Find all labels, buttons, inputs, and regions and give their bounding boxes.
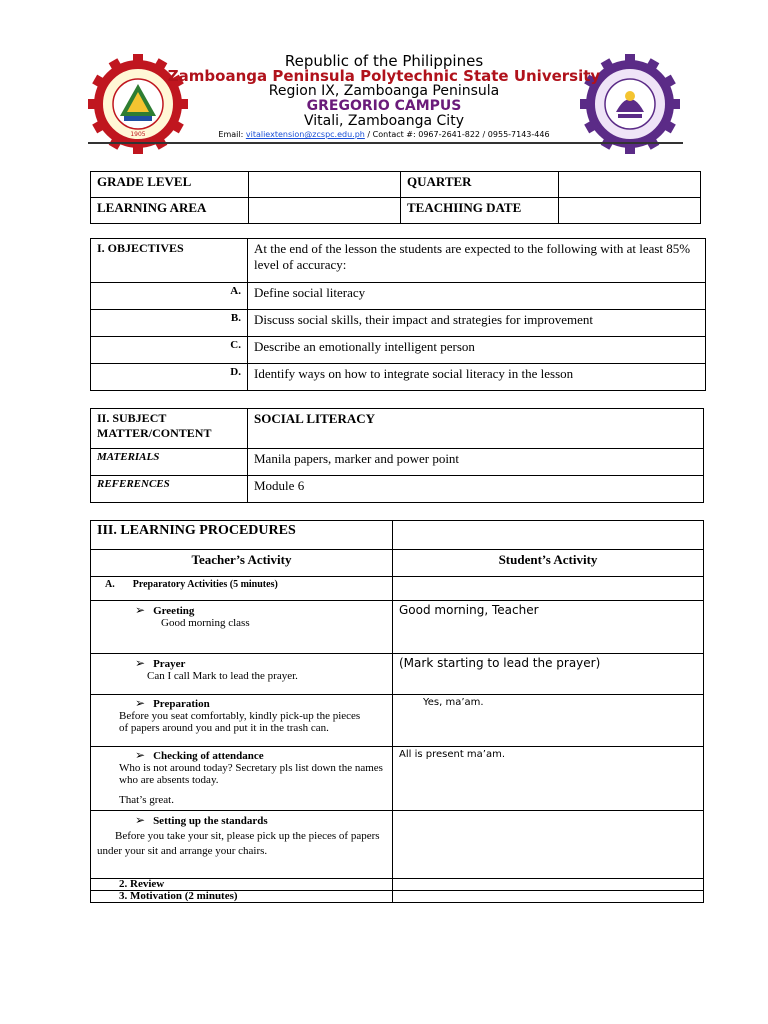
republic-line: Republic of the Philippines <box>284 52 484 70</box>
learning-area-label: LEARNING AREA <box>91 198 249 224</box>
motivation-row: 3. Motivation (2 minutes) <box>91 891 393 903</box>
teacher-activity-header: Teacher’s Activity <box>91 550 393 577</box>
preparatory-activities-row <box>91 577 393 601</box>
email-label: Email: <box>218 130 246 139</box>
email-link[interactable]: vitaliextension@zcspc.edu.ph <box>245 130 365 139</box>
subject-title: SOCIAL LITERACY <box>248 409 704 449</box>
preparation-title: Preparation <box>153 698 210 710</box>
objective-letter: C. <box>91 337 248 364</box>
subject-heading-line-1: II. SUBJECT <box>97 411 167 425</box>
subject-heading-line-2: MATTER/CONTENT <box>97 426 212 440</box>
procedures-heading-blank <box>393 521 704 550</box>
grade-level-value[interactable] <box>249 172 401 198</box>
objective-text: Identify ways on how to integrate social literacy in the lesson <box>248 364 706 391</box>
arrow-bullet-icon: ➢ <box>135 748 146 762</box>
objective-text: Discuss social skills, their impact and strategies for improvement <box>248 310 706 337</box>
university-name: Zamboanga Peninsula Polytechnic State University <box>167 67 601 85</box>
header-divider <box>88 142 683 144</box>
objective-text: Describe an emotionally intelligent person <box>248 337 706 364</box>
learning-area-value[interactable] <box>249 198 401 224</box>
standards-text: Before you take your sit, please pick up the pieces of papers under your sit and arrange your chairs. <box>97 830 380 857</box>
review-row: 2. Review <box>91 879 393 891</box>
lesson-info-table <box>90 171 701 224</box>
arrow-bullet-icon: ➢ <box>135 813 146 827</box>
preparation-cell <box>91 695 393 747</box>
objectives-table <box>90 238 706 391</box>
quarter-label: QUARTER <box>401 172 559 198</box>
preparatory-title: Preparatory Activities (5 minutes) <box>132 579 278 590</box>
greeting-title: Greeting <box>153 605 195 617</box>
preparation-reply: Yes, ma’am. <box>393 695 704 747</box>
attendance-title: Checking of attendance <box>153 750 264 762</box>
references-label: REFERENCES <box>91 476 248 503</box>
attendance-text-2: That’s great. <box>119 794 174 806</box>
contact-line <box>0 130 768 139</box>
materials-label: MATERIALS <box>91 449 248 476</box>
grade-level-label: GRADE LEVEL <box>91 172 249 198</box>
attendance-text: Who is not around today? Secretary pls list down the names who are absents today. <box>119 762 383 786</box>
standards-title: Setting up the standards <box>153 815 268 827</box>
student-activity-header: Student’s Activity <box>393 550 704 577</box>
subject-heading <box>91 409 248 449</box>
attendance-reply: All is present ma’am. <box>393 747 704 811</box>
objectives-intro: At the end of the lesson the students are expected to the following with at least 85% level of accuracy: <box>248 239 706 283</box>
greeting-reply: Good morning, Teacher <box>393 601 704 654</box>
standards-cell <box>91 811 393 879</box>
region-line: Region IX, Zamboanga Peninsula <box>268 83 500 99</box>
procedures-heading: III. LEARNING PROCEDURES <box>91 521 393 550</box>
arrow-bullet-icon: ➢ <box>135 696 146 710</box>
prayer-cell <box>91 654 393 695</box>
teaching-date-value[interactable] <box>559 198 701 224</box>
prayer-title: Prayer <box>153 658 186 670</box>
teaching-date-label: TEACHIING DATE <box>401 198 559 224</box>
preparatory-student-cell <box>393 577 704 601</box>
objective-text: Define social literacy <box>248 283 706 310</box>
objectives-heading: I. OBJECTIVES <box>91 239 248 283</box>
quarter-value[interactable] <box>559 172 701 198</box>
prayer-reply: (Mark starting to lead the prayer) <box>393 654 704 695</box>
objective-letter: D. <box>91 364 248 391</box>
preparation-text: Before you seat comfortably, kindly pick-up the pieces of papers around you and put it in the trash can. <box>119 710 361 734</box>
standards-student-cell <box>393 811 704 879</box>
greeting-cell <box>91 601 393 654</box>
subject-matter-table <box>90 408 704 503</box>
objective-letter: B. <box>91 310 248 337</box>
left-seal-year: 1905 <box>130 131 146 138</box>
prayer-text: Can I call Mark to lead the prayer. <box>147 670 298 682</box>
campus-name: GREGORIO CAMPUS <box>306 98 462 114</box>
objective-letter: A. <box>91 283 248 310</box>
references-value: Module 6 <box>248 476 704 503</box>
review-student-cell <box>393 879 704 891</box>
city-line: Vitali, Zamboanga City <box>304 113 464 129</box>
materials-value: Manila papers, marker and power point <box>248 449 704 476</box>
attendance-cell <box>91 747 393 811</box>
arrow-bullet-icon: ➢ <box>135 603 146 617</box>
arrow-bullet-icon: ➢ <box>135 656 146 670</box>
preparatory-letter: A. <box>105 579 115 590</box>
greeting-text: Good morning class <box>161 617 250 629</box>
motivation-student-cell <box>393 891 704 903</box>
learning-procedures-table <box>90 520 704 903</box>
contact-numbers: / Contact #: 0967-2641-822 / 0955-7143-446 <box>364 130 550 139</box>
